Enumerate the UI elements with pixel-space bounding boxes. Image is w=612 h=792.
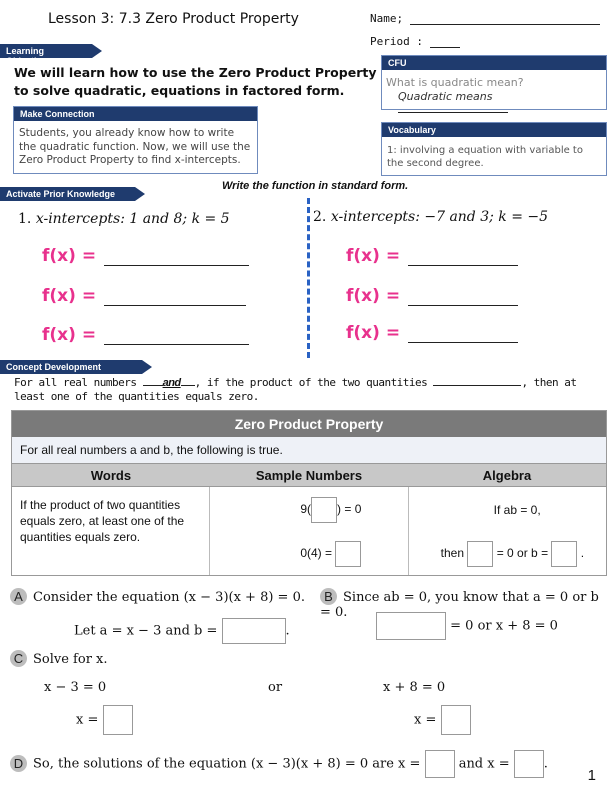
part-c-text: Solve for x.	[33, 652, 108, 667]
part-a-sub-end: .	[285, 623, 290, 639]
part-c-x2-label: x =	[414, 712, 437, 728]
fx-blank[interactable]	[408, 250, 518, 266]
concept-blank-2[interactable]	[181, 376, 195, 386]
part-b-sub	[376, 612, 558, 640]
make-connection-text: Students, you already know how to write the quadratic function. Now, we will use the Zero Product Property to find x-intercepts.	[19, 127, 251, 166]
part-a-box[interactable]	[222, 618, 286, 644]
fx-label: f(x) =	[42, 246, 97, 266]
concept-blank-1[interactable]	[143, 376, 163, 386]
problem-1	[18, 211, 230, 227]
part-a-letter: A	[10, 588, 27, 605]
algebra-1: If ab = 0,	[493, 503, 541, 517]
part-a-sub	[74, 618, 290, 644]
algebra-box-1[interactable]	[467, 541, 493, 567]
part-d-letter: D	[10, 755, 27, 772]
part-c-x1-label: x =	[76, 712, 99, 728]
algebra-box-2[interactable]	[551, 541, 577, 567]
sample-row-1: 9( ) = 0	[300, 497, 361, 523]
page-number: 1	[587, 767, 596, 784]
fx-row-1-right[interactable]	[346, 246, 518, 266]
concept-text-c: , then at least one of the quantities equals zero.	[14, 376, 577, 403]
part-d-box-2[interactable]	[514, 750, 544, 778]
cfu-answer-blank[interactable]	[398, 103, 508, 113]
cfu-question: What is quadratic mean?	[386, 76, 524, 89]
zpp-columns	[12, 463, 606, 487]
name-label: Name;	[370, 12, 404, 25]
part-b-letter: B	[320, 588, 337, 605]
concept-text	[14, 376, 609, 404]
fx-blank[interactable]	[408, 290, 518, 306]
fx-blank[interactable]	[104, 329, 249, 345]
part-c-eq1: x − 3 = 0	[44, 680, 107, 695]
vocabulary-text: 1: involving a equation with variable to the second degree.	[387, 145, 583, 169]
instruction-text: Write the function in standard form.	[222, 180, 409, 192]
problem-1-text: x-intercepts: 1 and 8; k = 5	[35, 211, 230, 227]
part-c-box-1[interactable]	[103, 705, 133, 735]
words-text: If the product of two quantities equals zero, at least one of the quantities equals zero.	[20, 498, 185, 544]
part-b-sub-text: = 0 or x + 8 = 0	[450, 618, 558, 634]
fx-blank[interactable]	[104, 250, 249, 266]
part-a-sub-text: Let a = x − 3 and b =	[74, 623, 218, 639]
cfu-answer[interactable]	[382, 89, 606, 117]
activate-prior-knowledge-tag: Activate Prior Knowledge	[0, 187, 135, 201]
problem-1-number: 1.	[18, 211, 32, 227]
page-title: Lesson 3: 7.3 Zero Product Property	[48, 11, 299, 27]
fx-label: f(x) =	[346, 246, 401, 266]
fx-blank[interactable]	[104, 290, 246, 306]
sample-1-a: 9	[300, 502, 308, 517]
zpp-lead: For all real numbers a and b, the following is true.	[12, 437, 606, 463]
part-b-box[interactable]	[376, 612, 446, 640]
concept-blank-3[interactable]	[433, 376, 521, 386]
fx-label: f(x) =	[42, 325, 97, 345]
part-d-and: and x =	[458, 756, 510, 772]
algebra-cell	[409, 487, 606, 575]
col-words: Words	[90, 468, 132, 483]
sample-1-b: = 0	[344, 502, 362, 517]
col-sample: Sample Numbers	[255, 468, 363, 483]
part-c-box-2[interactable]	[441, 705, 471, 735]
algebra-2	[441, 541, 584, 567]
zpp-title: Zero Product Property	[12, 411, 606, 437]
fx-blank[interactable]	[408, 327, 518, 343]
sample-row-2	[300, 541, 361, 567]
make-connection-box	[13, 106, 258, 174]
fx-label: f(x) =	[42, 286, 97, 306]
period-field[interactable]	[370, 35, 460, 48]
concept-and: and	[162, 377, 181, 389]
zpp-body	[12, 487, 606, 575]
zero-product-property-box	[11, 410, 607, 576]
period-label: Period :	[370, 35, 423, 48]
vocabulary-box	[381, 122, 607, 176]
sample-2-box[interactable]	[335, 541, 361, 567]
part-c	[10, 650, 108, 667]
part-d-box-1[interactable]	[425, 750, 455, 778]
col-algebra: Algebra	[482, 468, 532, 483]
cfu-tag: CFU	[382, 56, 606, 70]
learning-objective-tag: Learning Objective	[0, 44, 92, 58]
cfu-answer-label: Quadratic means	[398, 90, 493, 103]
words-cell	[12, 487, 210, 575]
part-a	[10, 588, 305, 605]
sample-1-box[interactable]	[311, 497, 337, 523]
part-c-letter: C	[10, 650, 27, 667]
part-d	[10, 750, 548, 778]
algebra-2-a: then	[440, 546, 465, 561]
fx-row-2-right[interactable]	[346, 286, 518, 306]
vocabulary-tag: Vocabulary	[382, 123, 606, 137]
part-c-or: or	[268, 680, 283, 695]
divider-dashed	[307, 198, 310, 358]
part-c-x2	[414, 705, 471, 735]
part-d-text: So, the solutions of the equation (x − 3)(x + 8) = 0 are x =	[33, 756, 421, 772]
problem-2	[313, 209, 548, 225]
problem-2-number: 2.	[313, 209, 327, 225]
cfu-box	[381, 55, 607, 110]
algebra-2-b: = 0 or b =	[496, 546, 549, 561]
make-connection-tag: Make Connection	[14, 107, 257, 121]
fx-row-2-left[interactable]	[42, 286, 246, 306]
concept-text-b: , if the product of the two quantities	[194, 376, 428, 389]
concept-development-tag: Concept Development	[0, 360, 142, 374]
fx-row-3-right[interactable]	[346, 323, 518, 343]
part-c-x1	[76, 705, 133, 735]
fx-row-3-left[interactable]	[42, 325, 249, 345]
problem-2-text: x-intercepts: −7 and 3; k = −5	[330, 209, 549, 225]
fx-label: f(x) =	[346, 323, 401, 343]
name-field[interactable]	[370, 12, 600, 25]
part-b-text: Since ab = 0, you know that a = 0 or b = 0.	[320, 590, 599, 620]
fx-label: f(x) =	[346, 286, 401, 306]
concept-text-a: For all real numbers	[14, 376, 137, 389]
sample-cell	[210, 487, 408, 575]
algebra-2-c: .	[580, 546, 585, 561]
name-blank[interactable]	[410, 14, 600, 25]
learning-objective-text: We will learn how to use the Zero Product Property to solve quadratic, equations in factored form.	[14, 65, 377, 98]
part-d-end: .	[543, 756, 548, 772]
fx-row-1-left[interactable]	[42, 246, 249, 266]
part-a-text: Consider the equation (x − 3)(x + 8) = 0.	[33, 590, 305, 605]
period-blank[interactable]	[430, 38, 460, 48]
sample-2: 0(4) =	[300, 546, 333, 561]
part-c-eq2: x + 8 = 0	[383, 680, 446, 695]
